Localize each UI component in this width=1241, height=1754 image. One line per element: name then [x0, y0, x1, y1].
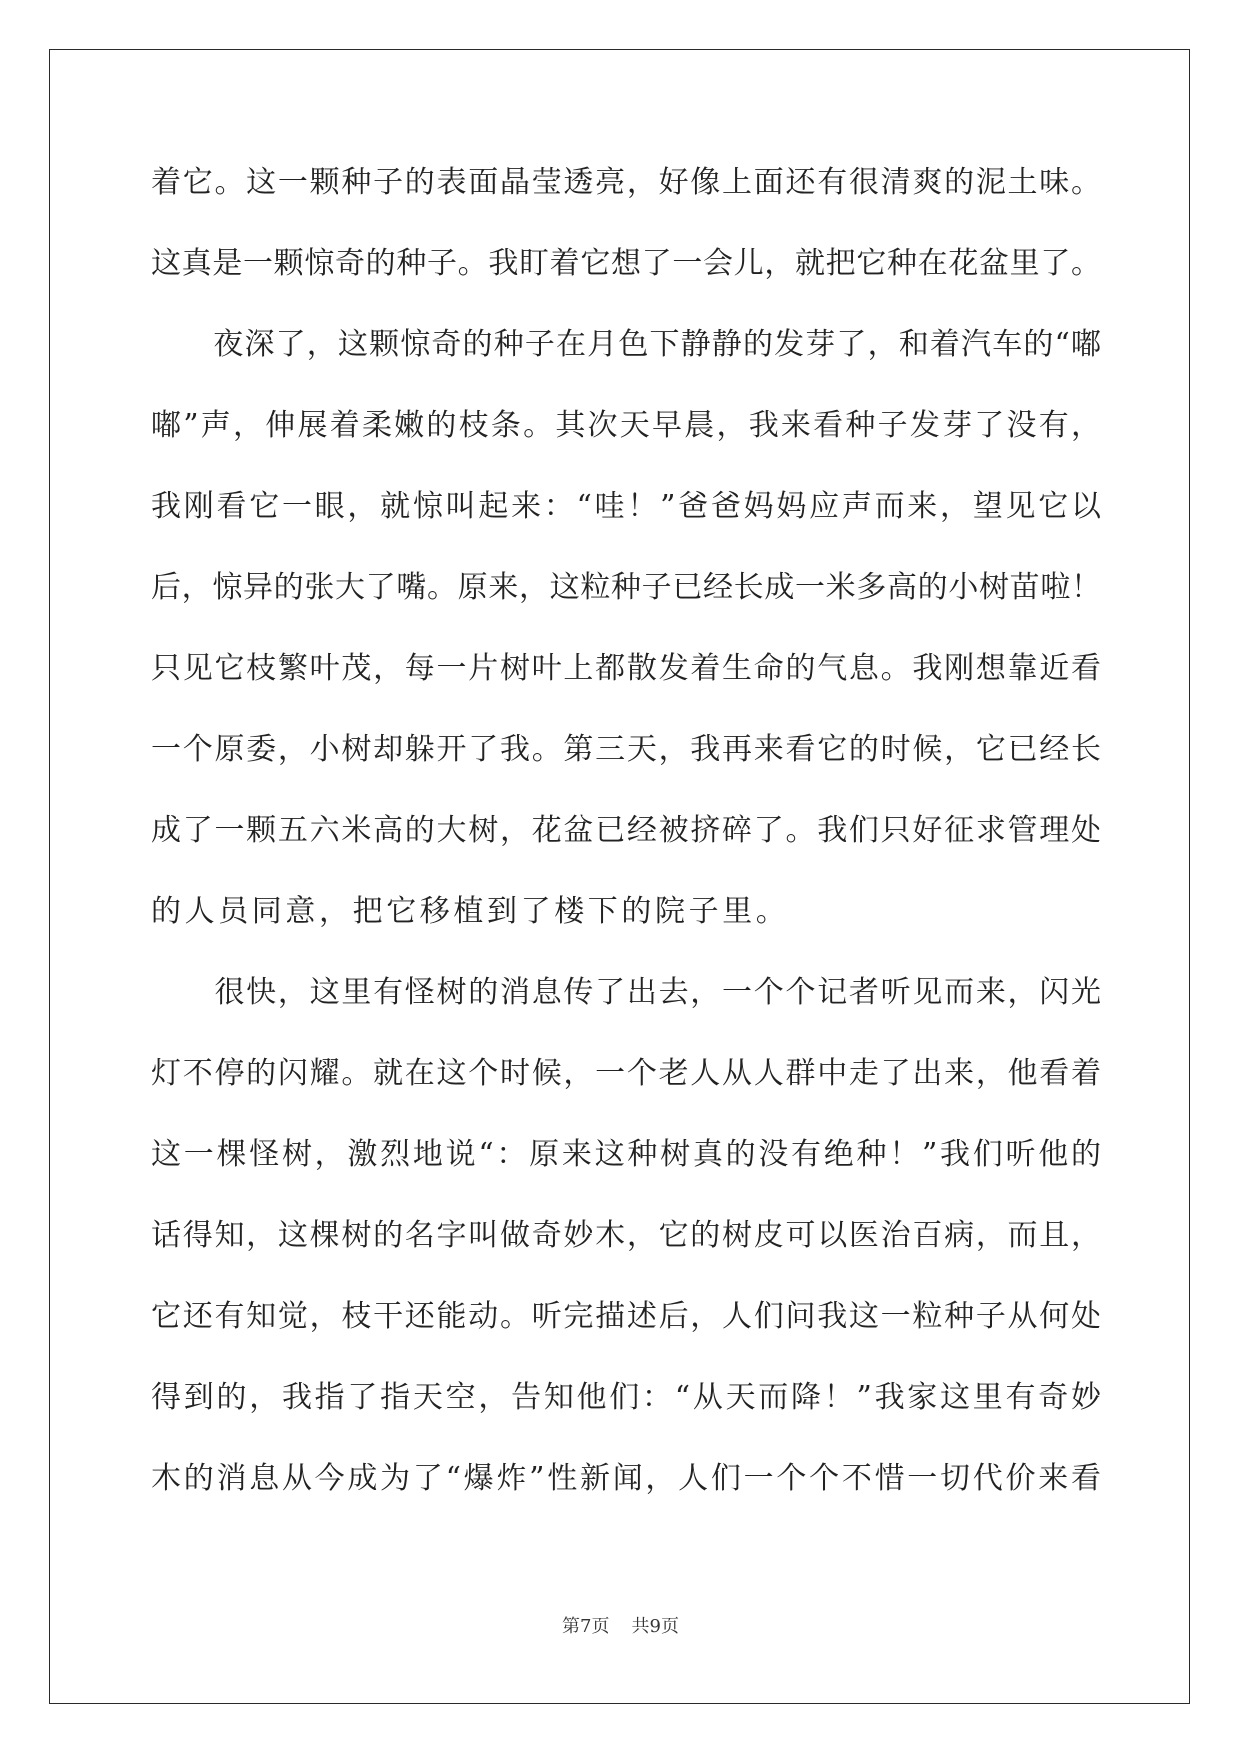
text-line-9: 成了一颗五六米高的大树，花盆已经被挤碎了。我们只好征求管理处	[151, 813, 1101, 848]
text-line-12: 灯不停的闪耀。就在这个时候，一个老人从人群中走了出来，他看着	[151, 1056, 1101, 1091]
text-line-14: 话得知，这棵树的名字叫做奇妙木，它的树皮可以医治百病，而且，	[151, 1218, 1101, 1253]
text-line-8: 一个原委，小树却躲开了我。第三天，我再来看它的时候，它已经长	[151, 732, 1101, 767]
text-line-2: 这真是一颗惊奇的种子。我盯着它想了一会儿，就把它种在花盆里了。	[151, 246, 1101, 281]
text-line-5: 我刚看它一眼，就惊叫起来：“哇！”爸爸妈妈应声而来，望见它以	[151, 489, 1101, 524]
text-line-3: 夜深了，这颗惊奇的种子在月色下静静的发芽了，和着汽车的“嘟	[151, 327, 1101, 362]
text-line-16: 得到的，我指了指天空，告知他们：“从天而降！”我家这里有奇妙	[151, 1380, 1101, 1415]
page-footer	[0, 1616, 1241, 1638]
text-line-17: 木的消息从今成为了“爆炸”性新闻，人们一个个不惜一切代价来看	[151, 1461, 1101, 1496]
text-line-11: 很快，这里有怪树的消息传了出去，一个个记者听见而来，闪光	[151, 975, 1101, 1010]
document-body	[151, 165, 1101, 1545]
text-line-1: 着它。这一颗种子的表面晶莹透亮，好像上面还有很清爽的泥土味。	[151, 165, 1101, 200]
text-line-10: 的人员同意，把它移植到了楼下的院子里。	[151, 894, 790, 929]
text-line-4: 嘟”声，伸展着柔嫩的枝条。其次天早晨，我来看种子发芽了没有，	[151, 408, 1101, 443]
text-line-15: 它还有知觉，枝干还能动。听完描述后，人们问我这一粒种子从何处	[151, 1299, 1101, 1334]
text-line-7: 只见它枝繁叶茂，每一片树叶上都散发着生命的气息。我刚想靠近看	[151, 651, 1101, 686]
text-line-13: 这一棵怪树，激烈地说“：原来这种树真的没有绝种！”我们听他的	[151, 1137, 1101, 1172]
text-line-6: 后，惊异的张大了嘴。原来，这粒种子已经长成一米多高的小树苗啦！	[151, 570, 1101, 605]
total-pages-label: 共9页	[631, 1616, 679, 1637]
current-page-label: 第7页	[562, 1616, 610, 1637]
